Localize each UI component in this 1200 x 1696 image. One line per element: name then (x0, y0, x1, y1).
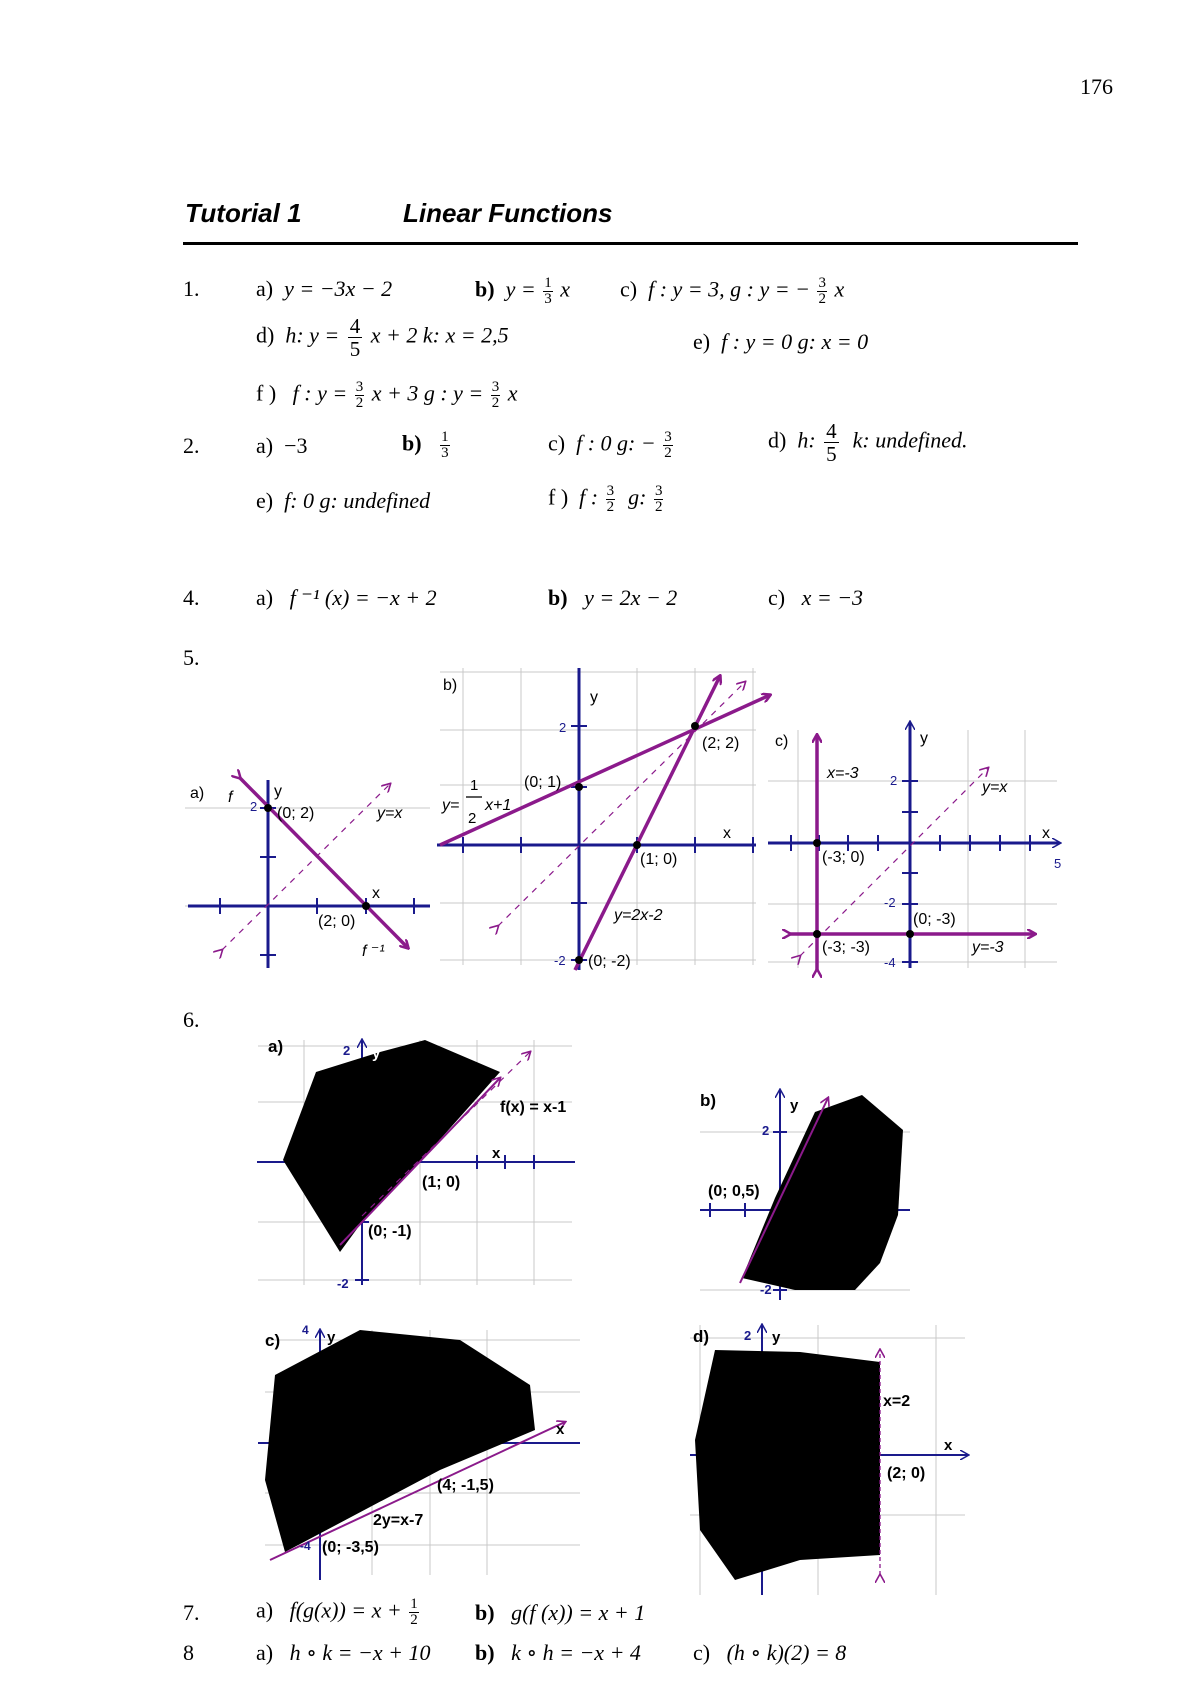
graph-5b-y-label: y (590, 689, 598, 706)
graph-6d-x-label: x (944, 1437, 953, 1454)
graph-6d-tick-2: 2 (744, 1328, 752, 1343)
q8b (475, 1640, 641, 1666)
graph-5b-eq1-post: x+1 (485, 797, 512, 814)
q8a-label: a) (256, 1640, 274, 1665)
q1f-num2: 3 (491, 379, 500, 395)
graph-5c-x-label: x (1042, 825, 1050, 842)
graph-5c-y-equals-x: y=x (982, 779, 1008, 796)
q2e-answer: f: 0 g: undefined (284, 488, 431, 513)
q7-number: 7. (183, 1600, 200, 1625)
graph-5c-label: c) (775, 733, 789, 750)
q1b-pre: y = (505, 276, 536, 302)
page-number: 176 (1080, 74, 1113, 99)
q1f-post: x (507, 380, 518, 406)
graph-5a-tick-2: 2 (250, 799, 258, 814)
graph-5b-tick-2: 2 (559, 720, 567, 735)
q2a-answer: −3 (284, 433, 308, 458)
q1-number: 1. (183, 276, 200, 301)
graph-6d (690, 1325, 968, 1595)
tutorial-title: Linear Functions (403, 198, 613, 228)
graph-5c-point-minus-3-0: (-3; 0) (822, 849, 865, 866)
q1f-label: f ) (256, 380, 277, 406)
graph-5b (437, 668, 770, 970)
line-2x-minus-2 (575, 676, 720, 970)
q2c-num: 3 (664, 429, 672, 445)
q2c-pre: f : 0 g: − (576, 430, 656, 456)
q1c-post: x (834, 276, 845, 302)
q1d-label: d) (256, 322, 275, 348)
graph-5c-point-minus-3-minus-3: (-3; -3) (822, 939, 870, 956)
q6-number: 6. (183, 1007, 200, 1032)
q1c-den: 2 (818, 291, 826, 307)
line-half-x-plus-1 (440, 695, 770, 845)
q2f-num2: 3 (654, 483, 663, 499)
graph-5c-y-label: y (920, 730, 928, 747)
q2f-den2: 2 (654, 499, 663, 515)
q1d-post: x + 2 k: x = 2,5 (370, 322, 509, 348)
graph-5c-tick-minus-2: -2 (884, 895, 896, 910)
q2c-label: c) (548, 430, 566, 456)
graph-6c-point-4-minus-15: (4; -1,5) (437, 1477, 494, 1494)
graph-5b-point-0-minus-2: (0; -2) (588, 953, 631, 970)
q2d-num: 4 (826, 419, 837, 443)
graph-5c-x-eq: x=-3 (827, 765, 859, 782)
q4a-answer: f ⁻¹ (x) = −x + 2 (289, 585, 437, 610)
graph-6b-tick-2: 2 (762, 1123, 770, 1138)
graph-6c (258, 1323, 580, 1580)
graph-5b-eq1-den: 2 (468, 810, 477, 827)
q1f-num1: 3 (355, 379, 364, 395)
graph-5a-y-label: y (274, 783, 282, 800)
graph-5c-y-eq: y=-3 (972, 939, 1004, 956)
graph-6d-point-2-0: (2; 0) (887, 1465, 926, 1482)
q1f-pre: f : y = (292, 380, 348, 406)
graph-5a-label: a) (190, 785, 205, 802)
q2f-mid: g: (628, 484, 647, 510)
q1b-num: 1 (544, 275, 552, 291)
q2d-post: k: undefined. (852, 427, 968, 453)
graph-6c-x-label: x (556, 1421, 565, 1438)
q1d-pre: h: y = (285, 322, 340, 348)
q1c-num: 3 (818, 275, 826, 291)
q4-number: 4. (183, 585, 200, 610)
q7b (475, 1600, 645, 1626)
q2f-pre: f : (579, 484, 599, 510)
q7a-pre: f(g(x)) = x + (289, 1597, 402, 1623)
graph-5b-point-1-0: (1; 0) (640, 851, 678, 868)
q1d-num: 4 (349, 314, 361, 338)
q8-number: 8 (183, 1640, 194, 1665)
graph-6a-eq: f(x) = x-1 (500, 1099, 567, 1116)
graph-5b-tick-minus-2: -2 (554, 953, 566, 968)
q2-number: 2. (183, 433, 200, 458)
q1e-answer: f : y = 0 g: x = 0 (721, 329, 869, 354)
q2d-den: 5 (826, 442, 837, 467)
graph-6a-point-1-0: (1; 0) (422, 1174, 461, 1191)
graph-6c-eq: 2y=x-7 (373, 1512, 424, 1529)
q1c-label: c) (620, 276, 638, 302)
graph-5a-y-equals-x: y=x (377, 805, 403, 822)
q4b-label: b) (548, 585, 568, 610)
q2f-den1: 2 (606, 499, 615, 515)
graph-6c-tick-4: 4 (302, 1323, 309, 1337)
graph-5a-f-inverse: f ⁻¹ (362, 943, 385, 960)
graph-6d-eq: x=2 (883, 1393, 911, 1410)
q1a-answer: y = −3x − 2 (284, 276, 393, 301)
graph-6b-label: b) (700, 1091, 717, 1110)
graph-6c-point-0-minus-35: (0; -3,5) (322, 1539, 379, 1556)
graph-5a (185, 778, 430, 968)
q1c-pre: f : y = 3, g : y = − (648, 276, 810, 302)
graph-5a-point-0-2: (0; 2) (277, 805, 315, 822)
graph-5b-eq1-pre: y= (442, 797, 460, 814)
graph-5c-tick-2: 2 (890, 773, 898, 788)
graph-5c-tick-5: 5 (1054, 856, 1062, 871)
graph-6b-y-label: y (790, 1097, 799, 1114)
q2f-label: f ) (548, 484, 569, 510)
q2b-num: 1 (441, 429, 449, 445)
q8b-label: b) (475, 1640, 495, 1665)
blot-6d (695, 1350, 880, 1580)
graph-6c-tick-minus-4: -4 (300, 1539, 311, 1553)
q7a-den: 2 (410, 1612, 418, 1628)
q4c-answer: x = −3 (801, 585, 864, 610)
q2f-num1: 3 (606, 483, 615, 499)
q2c-den: 2 (664, 445, 672, 461)
q2b-den: 3 (441, 445, 449, 461)
q8a (256, 1640, 430, 1666)
graph-6a-tick-2: 2 (343, 1043, 351, 1058)
q1d-den: 5 (349, 337, 361, 362)
q8c-label: c) (693, 1640, 711, 1665)
graph-5a-f-label: f (228, 789, 233, 806)
line-y-equals-x (498, 682, 745, 926)
graph-6a (257, 1037, 575, 1291)
q1b-label: b) (475, 276, 495, 302)
graph-5b-label: b) (443, 677, 458, 694)
q2b-label: b) (402, 430, 422, 456)
tutorial-label: Tutorial 1 (185, 198, 302, 228)
q8a-answer: h ∘ k = −x + 10 (289, 1640, 431, 1665)
graph-6d-y-label: y (772, 1329, 781, 1346)
q7a-num: 1 (410, 1596, 418, 1612)
q1f-mid: x + 3 g : y = (371, 380, 484, 406)
graph-5b-point-0-1: (0; 1) (524, 774, 562, 791)
graph-5b-x-label: x (723, 825, 731, 842)
graph-5c (768, 722, 1061, 970)
graph-6a-point-0-minus-1: (0; -1) (368, 1223, 412, 1240)
graph-6b-tick-minus-2: -2 (760, 1282, 772, 1297)
q1f-den1: 2 (355, 395, 364, 411)
graph-6a-x-label: x (492, 1145, 501, 1162)
q1b-den: 3 (544, 291, 552, 307)
q8b-answer: k ∘ h = −x + 4 (511, 1640, 641, 1665)
q4c-label: c) (768, 585, 786, 610)
q1a-label: a) (256, 276, 274, 301)
q7a (256, 1597, 421, 1628)
graph-6c-label: c) (265, 1331, 281, 1350)
graph-5c-point-0-minus-3: (0; -3) (913, 911, 956, 928)
graph-5b-eq2: y=2x-2 (614, 907, 663, 924)
q4b-answer: y = 2x − 2 (584, 585, 678, 610)
graph-5a-point-2-0: (2; 0) (318, 913, 356, 930)
q1f-den2: 2 (491, 395, 500, 411)
blot-6a (283, 1040, 500, 1252)
q2d-label: d) (768, 427, 787, 453)
q2a-label: a) (256, 433, 274, 458)
q7b-answer: g(f (x)) = x + 1 (511, 1600, 646, 1625)
q1e-label: e) (693, 329, 711, 354)
graph-5a-x-label: x (372, 885, 380, 902)
q2e-label: e) (256, 488, 274, 513)
graph-6a-label: a) (268, 1037, 284, 1056)
q7a-label: a) (256, 1597, 274, 1623)
graph-5b-point-2-2: (2; 2) (702, 735, 740, 752)
graph-5b-eq1-num: 1 (470, 777, 479, 794)
q1b-post: x (560, 276, 570, 302)
q4a-label: a) (256, 585, 274, 610)
q7b-label: b) (475, 1600, 495, 1625)
graph-5c-tick-minus-4: -4 (884, 955, 896, 970)
q8c (693, 1640, 846, 1666)
q5-number: 5. (183, 645, 200, 670)
graph-6c-y-label: y (327, 1329, 336, 1346)
graph-6a-y-label: y (372, 1045, 381, 1062)
graph-6d-label: d) (693, 1327, 710, 1346)
graph-6b (700, 1090, 910, 1300)
q8c-answer: (h ∘ k)(2) = 8 (726, 1640, 847, 1665)
q2d-pre: h: (797, 427, 816, 453)
graph-6b-point-0-05: (0; 0,5) (708, 1183, 760, 1200)
graph-6a-tick-minus-2: -2 (337, 1276, 349, 1291)
